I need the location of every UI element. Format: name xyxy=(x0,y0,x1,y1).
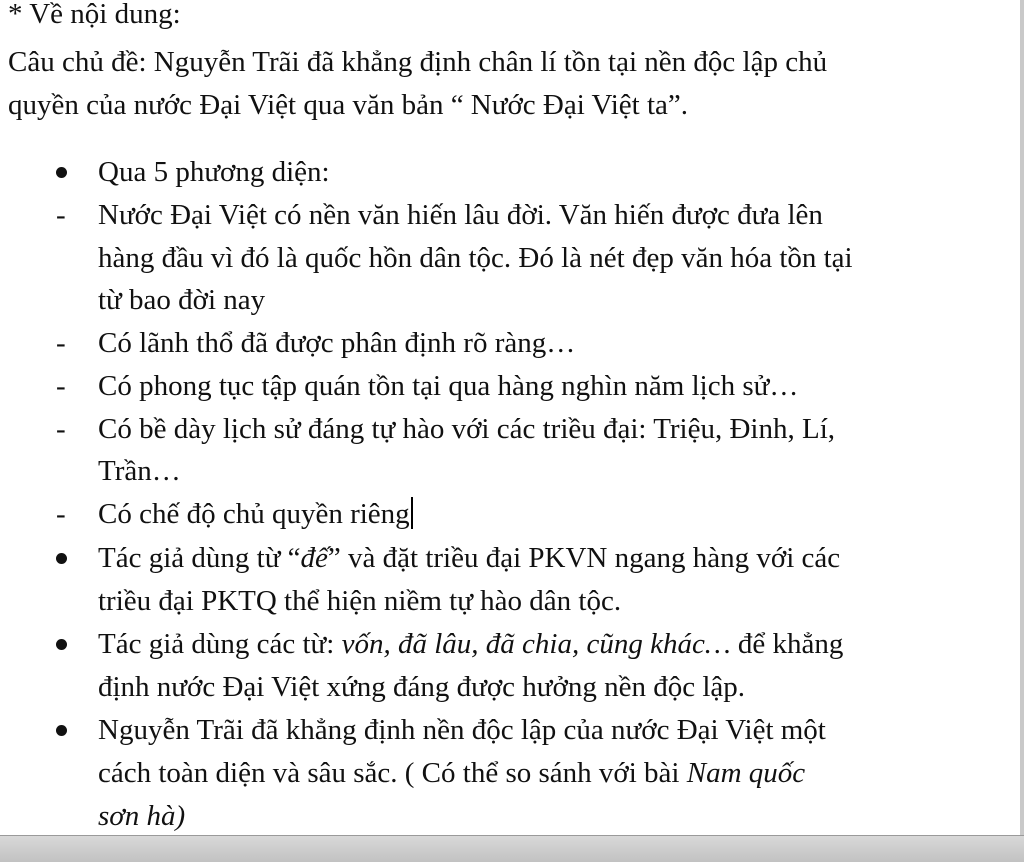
bullet-4-italic: Nam quốc xyxy=(686,757,806,789)
dash-5-text xyxy=(98,494,413,534)
dash-icon: - xyxy=(56,370,66,402)
dash-4-line-2: Trần… xyxy=(98,455,181,487)
bullet-4-italic-end: sơn hà) xyxy=(98,800,186,832)
status-bar xyxy=(0,835,1024,862)
dash-1-line-3: từ bao đời nay xyxy=(98,284,266,316)
bullet-4-part-a: cách toàn diện và sâu sắc. ( Có thể so sánh với bài xyxy=(98,757,687,789)
bullet-2-line-2: triều đại PKTQ thể hiện niềm tự hào dân tộc. xyxy=(98,585,622,617)
bullet-3-part-a: Tác giả dùng các từ: xyxy=(98,628,342,660)
bullet-2-part-a: Tác giả dùng từ “ xyxy=(98,542,301,574)
dash-4-line-1: Có bề dày lịch sử đáng tự hào với các triều đại: Triệu, Đinh, Lí, xyxy=(98,413,836,445)
dash-icon: - xyxy=(56,413,66,445)
bullet-2-line-1 xyxy=(98,538,840,578)
dash-2-text: Có lãnh thổ đã được phân định rõ ràng… xyxy=(98,327,576,359)
dash-icon: - xyxy=(56,199,66,231)
dash-icon: - xyxy=(56,498,66,530)
bullet-3-line-1 xyxy=(98,624,843,664)
bullet-4-line-1: Nguyễn Trãi đã khẳng định nền độc lập của nước Đại Việt một xyxy=(98,714,826,746)
bullet-3-line-2: định nước Đại Việt xứng đáng được hưởng nền độc lập. xyxy=(98,671,746,703)
bullet-4-line-3 xyxy=(98,796,185,836)
dash-5-label: Có chế độ chủ quyền riêng xyxy=(98,498,410,530)
bullet-icon xyxy=(56,639,67,650)
section-heading: * Về nội dung: xyxy=(8,0,181,30)
bullet-3-italic: vốn, đã lâu, đã chia, cũng khác… xyxy=(341,628,731,660)
bullet-2-italic: đế xyxy=(300,542,328,574)
bullet-icon xyxy=(56,167,67,178)
bullet-2-part-b: ” và đặt triều đại PKVN ngang hàng với các xyxy=(327,542,841,574)
text-cursor xyxy=(411,497,413,529)
bullet-4-line-2 xyxy=(98,753,805,793)
bullet-icon xyxy=(56,725,67,736)
bullet-3-part-b: để khẳng xyxy=(730,628,844,660)
dash-icon: - xyxy=(56,327,66,359)
dash-3-text: Có phong tục tập quán tồn tại qua hàng nghìn năm lịch sử… xyxy=(98,370,799,402)
intro-line-1: Câu chủ đề: Nguyễn Trãi đã khẳng định chân lí tồn tại nền độc lập chủ xyxy=(8,46,828,78)
bullet-icon xyxy=(56,553,67,564)
window-edge xyxy=(1020,0,1024,835)
dash-1-line-2: hàng đầu vì đó là quốc hồn dân tộc. Đó là nét đẹp văn hóa tồn tại xyxy=(98,242,853,274)
dash-1-line-1: Nước Đại Việt có nền văn hiến lâu đời. Văn hiến được đưa lên xyxy=(98,199,823,231)
intro-line-2: quyền của nước Đại Việt qua văn bản “ Nước Đại Việt ta”. xyxy=(8,89,689,121)
bullet-1-text: Qua 5 phương diện: xyxy=(98,156,330,188)
